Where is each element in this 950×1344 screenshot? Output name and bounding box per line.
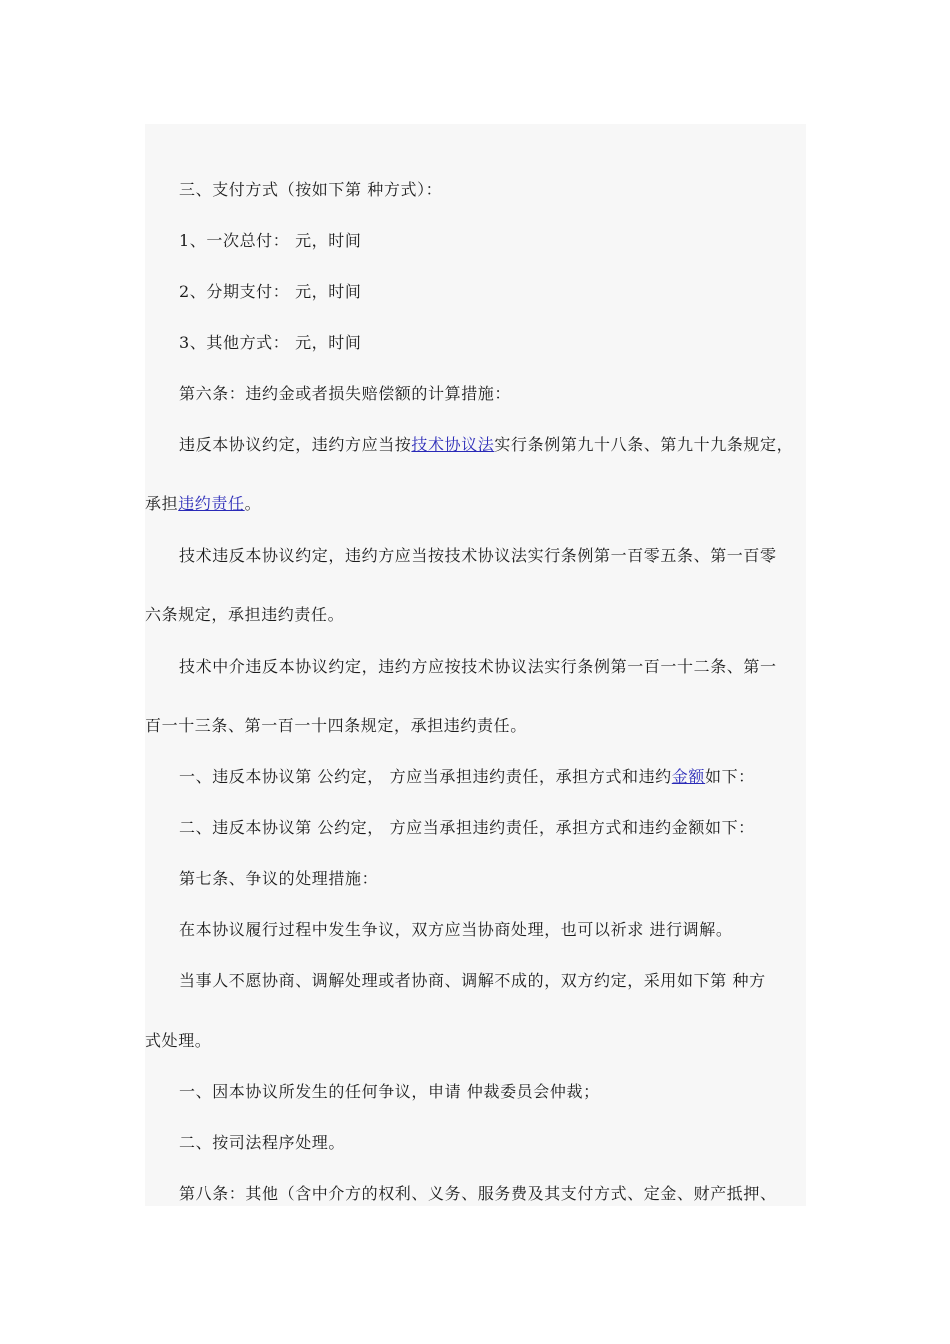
tech-intermediary-continuation: 百一十三条、第一百一十四条规定，承担违约责任。 xyxy=(145,716,527,735)
dispute-negotiation-paragraph: 在本协议履行过程中发生争议，双方应当协商处理，也可以祈求 进行调解。 xyxy=(179,920,733,939)
breach-clause-text-end: 实行条例第九十八条、第九十九条规定， xyxy=(494,435,794,454)
payment-option-installments: 2、分期支付： 元，时间 xyxy=(179,282,362,301)
payment-method-heading: 三、支付方式（按如下第 种方式）： xyxy=(179,180,443,199)
breach-clause-paragraph xyxy=(179,435,793,455)
tech-breach-paragraph: 技术违反本协议约定，违约方应当按技术协议法实行条例第一百零五条、第一百零 xyxy=(179,546,777,565)
tech-intermediary-paragraph: 技术中介违反本协议约定，违约方应按技术协议法实行条例第一百一十二条、第一 xyxy=(179,657,777,676)
breach-item-two: 二、违反本协议第 公约定， 方应当承担违约责任，承担方式和违约金额如下： xyxy=(179,818,755,837)
amount-link[interactable]: 金额 xyxy=(671,767,705,786)
payment-option-lump-sum: 1、一次总付： 元，时间 xyxy=(179,231,362,250)
dispute-resolution-continuation: 式处理。 xyxy=(145,1031,212,1050)
breach-clause-text-start: 违反本协议约定，违约方应当按 xyxy=(179,435,412,454)
tech-contract-law-link[interactable]: 技术协议法 xyxy=(411,435,495,454)
article-seven-heading: 第七条、争议的处理措施： xyxy=(179,869,379,888)
breach-item-one xyxy=(179,767,755,787)
breach-clause-cont-start: 承担 xyxy=(145,494,179,513)
dispute-option-arbitration: 一、因本协议所发生的任何争议，申请 仲裁委员会仲裁； xyxy=(179,1082,600,1101)
payment-option-other: 3、其他方式： 元，时间 xyxy=(179,333,362,352)
breach-clause-continuation xyxy=(145,494,261,514)
breach-liability-link[interactable]: 违约责任 xyxy=(178,494,245,513)
tech-breach-continuation: 六条规定，承担违约责任。 xyxy=(145,605,345,624)
breach-clause-cont-end: 。 xyxy=(244,494,262,513)
breach-item-one-text-end: 如下： xyxy=(704,767,755,786)
article-eight-heading: 第八条：其他（含中介方的权利、义务、服务费及其支付方式、定金、财产抵押、 xyxy=(179,1184,777,1203)
article-six-heading: 第六条：违约金或者损失赔偿额的计算措施： xyxy=(179,384,512,403)
dispute-resolution-paragraph: 当事人不愿协商、调解处理或者协商、调解不成的，双方约定，采用如下第 种方 xyxy=(179,971,766,990)
breach-item-one-text-start: 一、违反本协议第 公约定， 方应当承担违约责任，承担方式和违约 xyxy=(179,767,672,786)
dispute-option-judicial: 二、按司法程序处理。 xyxy=(179,1133,346,1152)
